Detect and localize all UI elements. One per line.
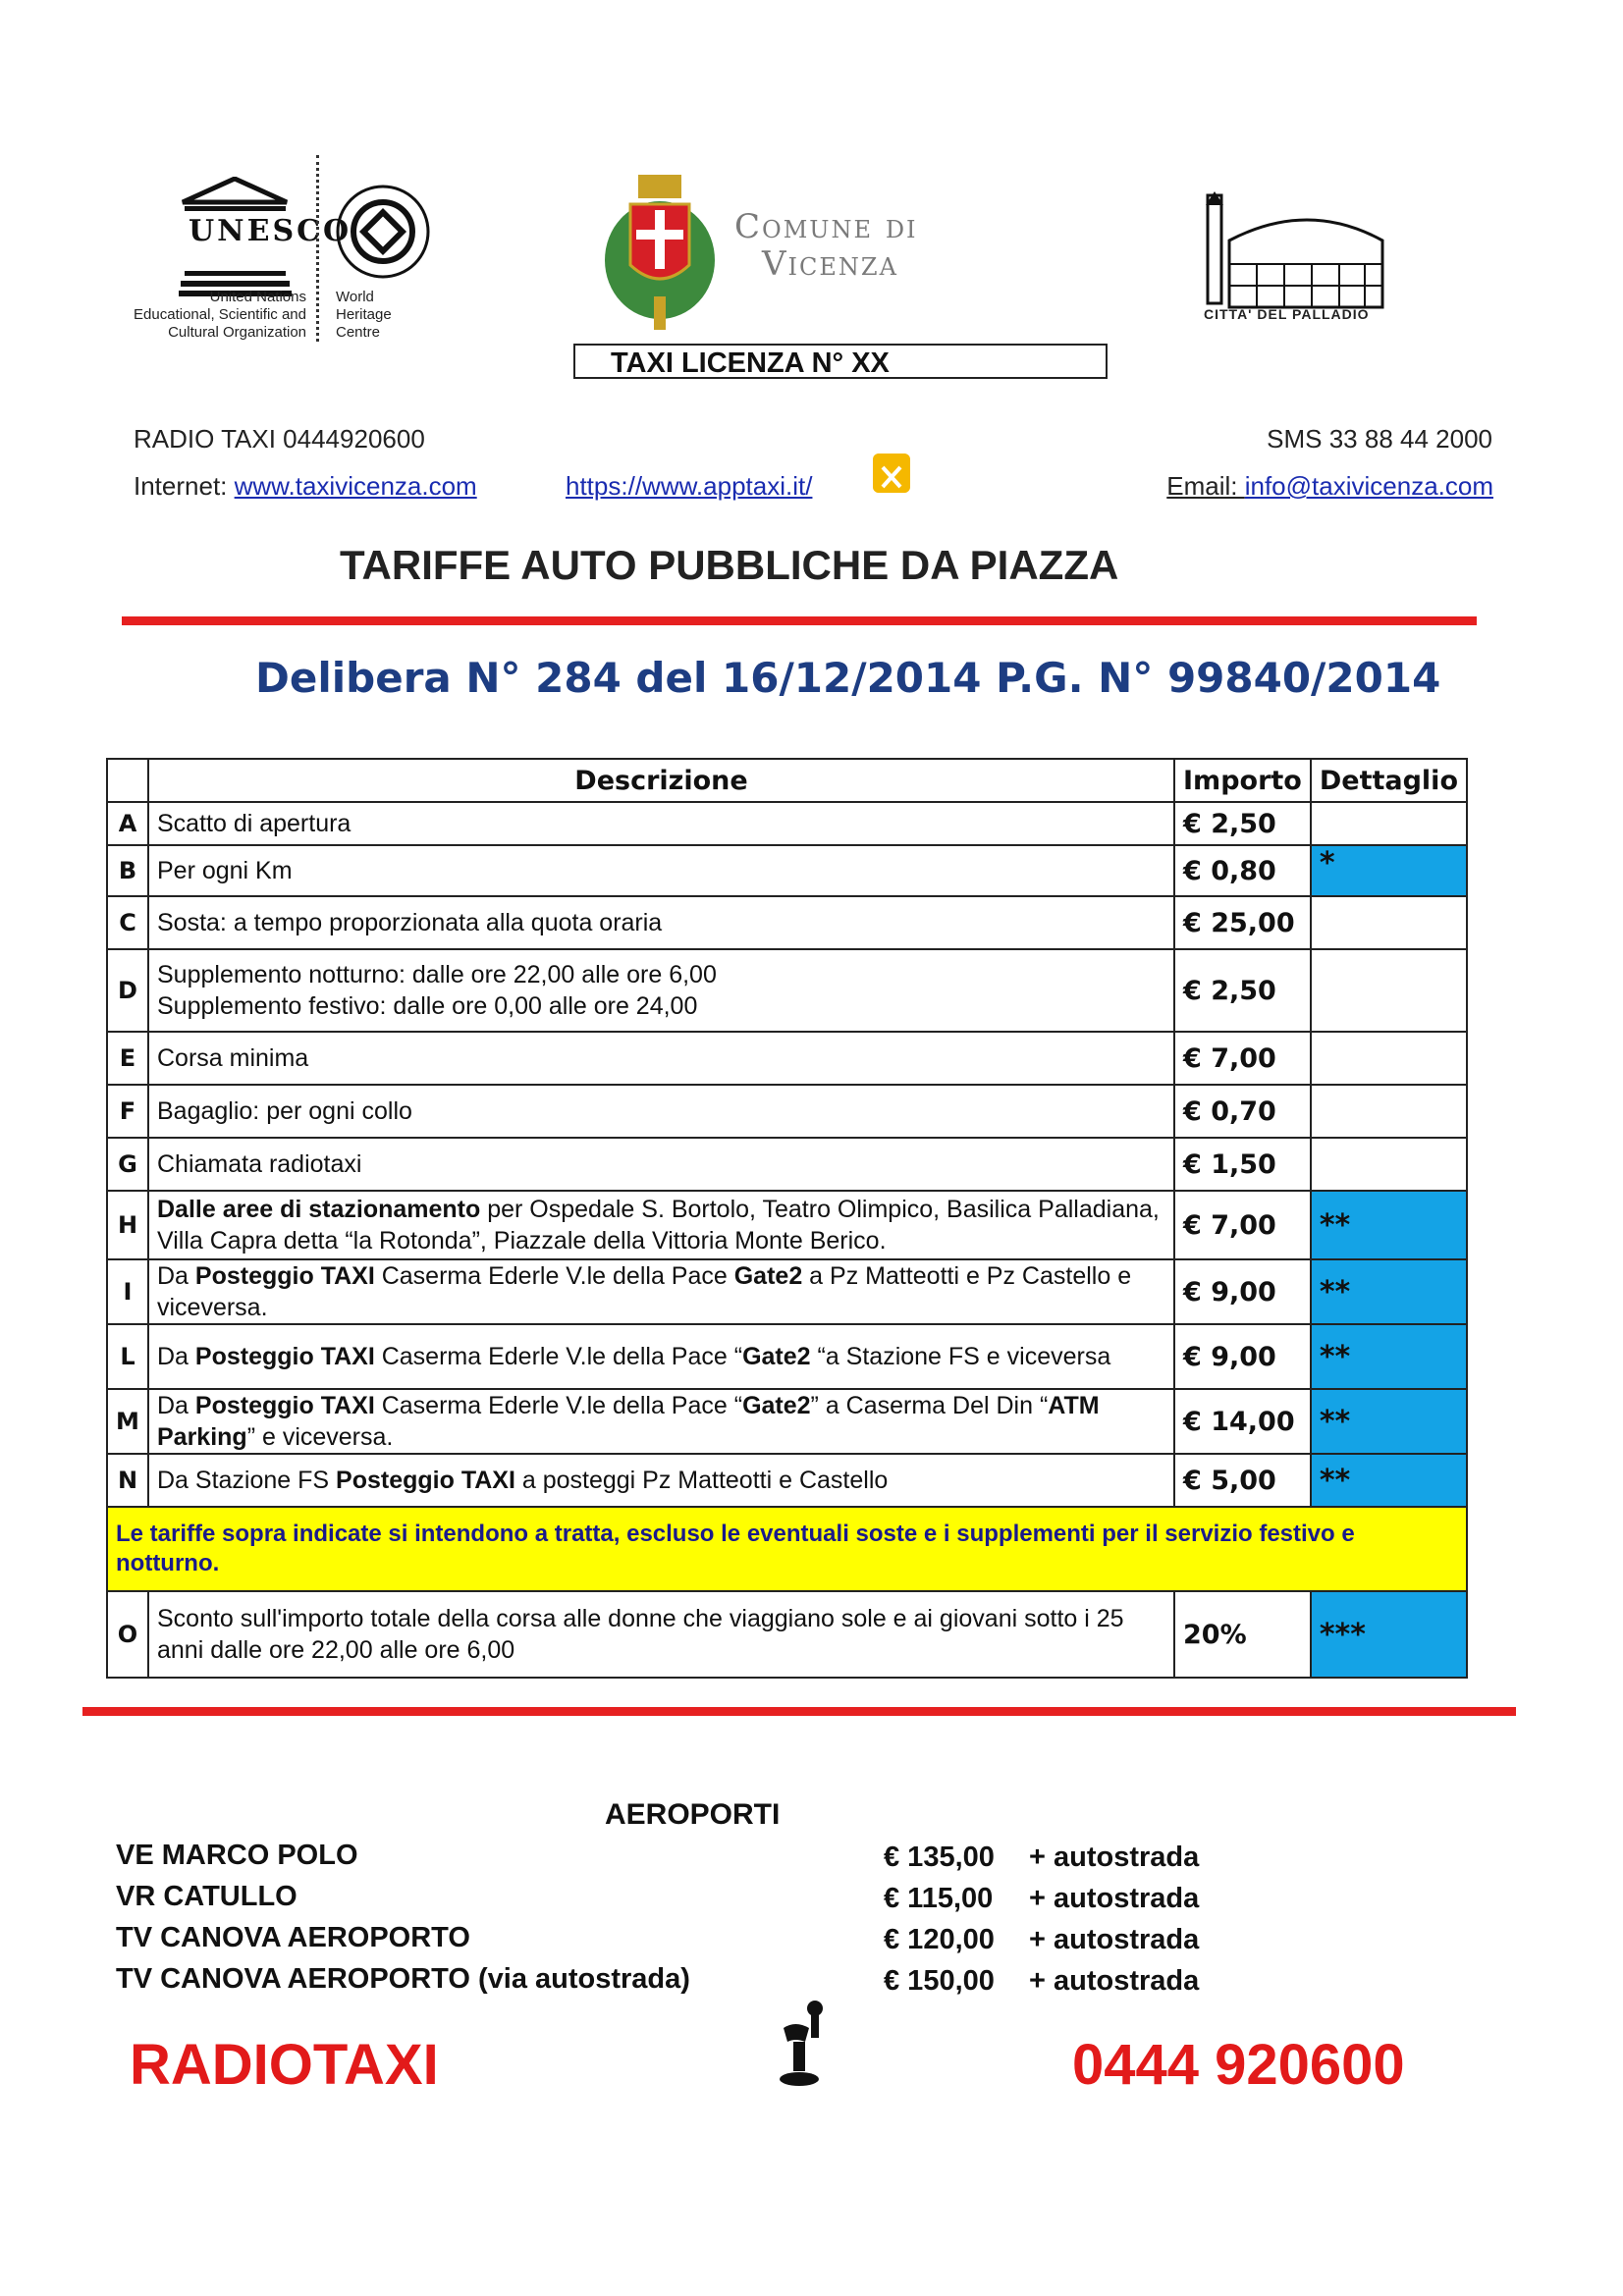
airport-price: € 115,00 bbox=[884, 1883, 994, 1914]
table-divider bbox=[82, 1707, 1516, 1716]
apptaxi-link[interactable]: https://www.apptaxi.it/ bbox=[566, 471, 813, 501]
whc-caption: World Heritage Centre bbox=[336, 289, 392, 341]
desc-bold: Posteggio TAXI bbox=[194, 1392, 375, 1419]
desc-text: a posteggi Pz Matteotti e Castello bbox=[514, 1467, 889, 1494]
apptaxi-line bbox=[566, 471, 812, 502]
comune-title: Comune di Vicenza bbox=[734, 207, 918, 284]
website-link[interactable]: www.taxivicenza.com bbox=[234, 471, 477, 501]
row-amount: € 5,00 bbox=[1174, 1454, 1311, 1507]
tariff-table bbox=[106, 758, 1468, 1679]
tariff-note: Le tariffe sopra indicate si intendono a tratta, escluso le eventuali soste e i supplementi per il servizio festivo e notturno. bbox=[107, 1507, 1467, 1591]
note-row bbox=[107, 1507, 1467, 1591]
table-row bbox=[107, 1138, 1467, 1191]
email-line bbox=[1166, 471, 1493, 502]
table-row bbox=[107, 949, 1467, 1032]
table-row bbox=[107, 1389, 1467, 1454]
row-letter: D bbox=[107, 949, 148, 1032]
row-amount: € 2,50 bbox=[1174, 802, 1311, 845]
desc-text: per Ospedale S. Bortolo, Teatro Olimpico, Basilica Palladiana, Villa Capra detta “la Rotonda”, Piazzale della Vittoria Monte Berico. bbox=[157, 1196, 1160, 1255]
row-amount: € 1,50 bbox=[1174, 1138, 1311, 1191]
table-row bbox=[107, 1324, 1467, 1389]
row-detail bbox=[1311, 802, 1467, 845]
unesco-separator bbox=[316, 155, 319, 342]
desc-text: ” a Caserma Del Din “ bbox=[810, 1392, 1049, 1419]
airport-name: TV CANOVA AEROPORTO bbox=[116, 1922, 470, 1953]
vicenza-crest-icon bbox=[601, 167, 719, 334]
row-letter: E bbox=[107, 1032, 148, 1085]
desc-bold: Dalle aree di stazionamento bbox=[157, 1196, 481, 1223]
page-title: TARIFFE AUTO PUBBLICHE DA PIAZZA bbox=[340, 542, 1119, 588]
airport-name: VR CATULLO bbox=[116, 1881, 298, 1912]
row-description: Scatto di apertura bbox=[148, 802, 1174, 845]
table-row bbox=[107, 845, 1467, 896]
row-letter: A bbox=[107, 802, 148, 845]
desc-bold: Posteggio TAXI bbox=[336, 1467, 515, 1494]
row-amount: € 7,00 bbox=[1174, 1191, 1311, 1259]
desc-bold: ATM Parking bbox=[157, 1392, 1100, 1451]
airport-name: VE MARCO POLO bbox=[116, 1840, 358, 1871]
desc-text: Caserma Ederle V.le della Pace “ bbox=[374, 1392, 743, 1419]
radiotaxi-phone: 0444 920600 bbox=[1072, 2033, 1405, 2097]
desc-bold: Gate2 bbox=[742, 1392, 811, 1419]
row-letter: C bbox=[107, 896, 148, 949]
row-amount: € 2,50 bbox=[1174, 949, 1311, 1032]
row-detail bbox=[1311, 949, 1467, 1032]
row-amount: € 9,00 bbox=[1174, 1259, 1311, 1324]
desc-text: Caserma Ederle V.le della Pace bbox=[374, 1262, 734, 1290]
row-letter: O bbox=[107, 1591, 148, 1678]
airport-price: € 150,00 bbox=[884, 1965, 995, 1997]
desc-text: Da Stazione FS bbox=[157, 1467, 337, 1494]
night-supplement-text: Supplemento notturno: dalle ore 22,00 alle ore 6,00 bbox=[157, 961, 717, 988]
header-descrizione: Descrizione bbox=[148, 759, 1174, 802]
desc-text: “a Stazione FS e viceversa bbox=[810, 1343, 1111, 1370]
row-detail: * bbox=[1311, 845, 1467, 896]
desc-bold: Gate2 bbox=[742, 1343, 811, 1370]
row-description: Per ogni Km bbox=[148, 845, 1174, 896]
row-amount: € 9,00 bbox=[1174, 1324, 1311, 1389]
table-header-row bbox=[107, 759, 1467, 802]
row-description bbox=[148, 1324, 1174, 1389]
desc-bold: Posteggio TAXI bbox=[194, 1262, 375, 1290]
delibera-heading: Delibera N° 284 del 16/12/2014 P.G. N° 99840/2014 bbox=[255, 654, 1441, 702]
airports-title: AEROPORTI bbox=[605, 1798, 781, 1831]
row-letter: N bbox=[107, 1454, 148, 1507]
desc-text: Da bbox=[157, 1392, 195, 1419]
row-detail bbox=[1311, 1138, 1467, 1191]
row-detail: ** bbox=[1311, 1389, 1467, 1454]
row-description bbox=[148, 1454, 1174, 1507]
table-row bbox=[107, 1454, 1467, 1507]
desc-text: Da bbox=[157, 1262, 195, 1290]
header-dettaglio: Dettaglio bbox=[1311, 759, 1467, 802]
table-row bbox=[107, 1032, 1467, 1085]
row-detail: ** bbox=[1311, 1324, 1467, 1389]
table-row bbox=[107, 802, 1467, 845]
row-description: Bagaglio: per ogni collo bbox=[148, 1085, 1174, 1138]
row-letter: L bbox=[107, 1324, 148, 1389]
holiday-supplement-text: Supplemento festivo: dalle ore 0,00 alle ore 24,00 bbox=[157, 992, 698, 1020]
title-divider bbox=[122, 616, 1477, 625]
unesco-org-caption: United Nations Educational, Scientific and Cultural Organization bbox=[134, 289, 306, 341]
row-description bbox=[148, 1191, 1174, 1259]
unesco-wordmark: UNESCO bbox=[189, 214, 352, 248]
header-importo: Importo bbox=[1174, 759, 1311, 802]
unesco-logo-block bbox=[110, 155, 434, 342]
row-letter: M bbox=[107, 1389, 148, 1454]
email-label: Email: bbox=[1166, 471, 1245, 501]
desc-text: Da bbox=[157, 1343, 195, 1370]
row-detail bbox=[1311, 1085, 1467, 1138]
telephone-icon bbox=[776, 1999, 835, 2089]
licence-box: TAXI LICENZA N° XX bbox=[573, 344, 1108, 379]
airport-name: TV CANOVA AEROPORTO (via autostrada) bbox=[116, 1963, 690, 1995]
row-amount: € 25,00 bbox=[1174, 896, 1311, 949]
row-detail: *** bbox=[1311, 1591, 1467, 1678]
row-letter: I bbox=[107, 1259, 148, 1324]
internet-line bbox=[134, 471, 477, 502]
row-amount: € 0,80 bbox=[1174, 845, 1311, 896]
desc-text: ” e viceversa. bbox=[246, 1423, 394, 1451]
table-row bbox=[107, 1085, 1467, 1138]
palladio-caption: CITTA' DEL PALLADIO bbox=[1204, 306, 1370, 322]
sms-number: SMS 33 88 44 2000 bbox=[1267, 424, 1492, 454]
airport-suffix: + autostrada bbox=[1029, 1842, 1200, 1873]
desc-text: Caserma Ederle V.le della Pace “ bbox=[374, 1343, 743, 1370]
airport-suffix: + autostrada bbox=[1029, 1883, 1200, 1914]
airport-price: € 135,00 bbox=[884, 1842, 995, 1873]
row-detail bbox=[1311, 1032, 1467, 1085]
radiotaxi-brand: RADIOTAXI bbox=[130, 2033, 439, 2097]
header-letter-cell bbox=[107, 759, 148, 802]
row-description: Sosta: a tempo proporzionata alla quota oraria bbox=[148, 896, 1174, 949]
internet-label: Internet: bbox=[134, 471, 235, 501]
row-description bbox=[148, 1259, 1174, 1324]
row-detail: ** bbox=[1311, 1454, 1467, 1507]
row-amount: € 14,00 bbox=[1174, 1389, 1311, 1454]
row-description: Corsa minima bbox=[148, 1032, 1174, 1085]
row-description: Sconto sull'importo totale della corsa alle donne che viaggiano sole e ai giovani sotto i 25 anni dalle ore 22,00 alle ore 6,00 bbox=[148, 1591, 1174, 1678]
row-amount: € 7,00 bbox=[1174, 1032, 1311, 1085]
row-amount: € 0,70 bbox=[1174, 1085, 1311, 1138]
table-row bbox=[107, 1259, 1467, 1324]
email-link[interactable]: info@taxivicenza.com bbox=[1244, 471, 1493, 501]
row-amount: 20% bbox=[1174, 1591, 1311, 1678]
row-detail: ** bbox=[1311, 1259, 1467, 1324]
radio-taxi-number: RADIO TAXI 0444920600 bbox=[134, 424, 425, 454]
apptaxi-app-icon[interactable] bbox=[873, 454, 910, 493]
airport-suffix: + autostrada bbox=[1029, 1965, 1200, 1997]
desc-text: a Pz Matteotti e Pz Castello e viceversa. bbox=[157, 1262, 1132, 1321]
row-detail: ** bbox=[1311, 1191, 1467, 1259]
desc-bold: Posteggio TAXI bbox=[194, 1343, 375, 1370]
row-letter: B bbox=[107, 845, 148, 896]
table-row bbox=[107, 1591, 1467, 1678]
row-letter: H bbox=[107, 1191, 148, 1259]
airport-price: € 120,00 bbox=[884, 1924, 995, 1955]
row-description: Chiamata radiotaxi bbox=[148, 1138, 1174, 1191]
row-description bbox=[148, 1389, 1174, 1454]
row-letter: F bbox=[107, 1085, 148, 1138]
desc-bold: Gate2 bbox=[733, 1262, 803, 1290]
table-row bbox=[107, 1191, 1467, 1259]
airport-suffix: + autostrada bbox=[1029, 1924, 1200, 1955]
row-letter: G bbox=[107, 1138, 148, 1191]
palladio-basilica-icon bbox=[1200, 187, 1386, 324]
table-row bbox=[107, 896, 1467, 949]
row-detail bbox=[1311, 896, 1467, 949]
world-heritage-icon bbox=[334, 183, 432, 281]
row-description bbox=[148, 949, 1174, 1032]
